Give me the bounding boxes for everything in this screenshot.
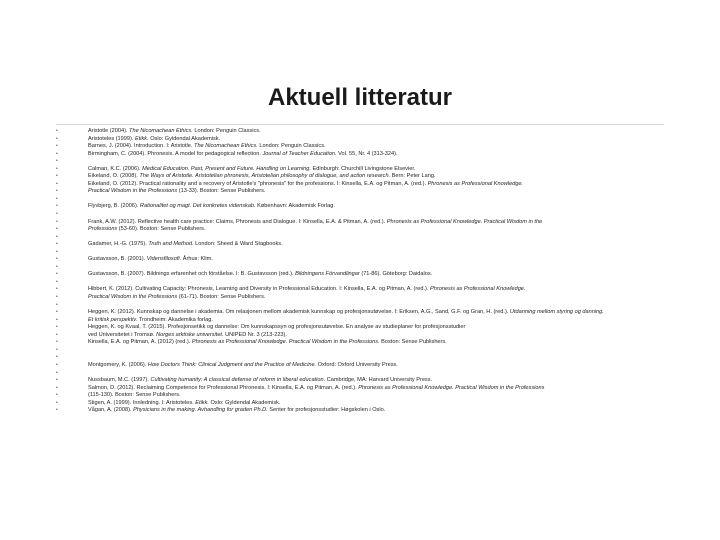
reference-text: Hibbert, K. (2012). Cultivating Capacity: Phronesis, Learning and Diversity in Professional Education. I: Kinsella, E.A. og Pitman, A. (red.).	[88, 286, 431, 293]
reference-title: The Nicomachean Ethics.	[194, 143, 258, 150]
reference-item	[52, 309, 692, 317]
reference-text: Gustavsson, B. (2007). Bildnings erfarenhet och förståelse. I: B. Gustavsson (red.).	[88, 271, 296, 278]
reference-item	[52, 166, 692, 174]
reference-text: Salmon, D. (2012). Reclaiming Competence for Professional Phronesis. I: Kinsella, E.A. og Pitman, A. (red.).	[88, 384, 359, 391]
reference-item	[52, 256, 692, 264]
reference-text: Eikeland, O. (2012). Practical rationality and a recovery of Aristotle's "phronesis" for the professions. I: Kinsella, E.A. og Pitman, A. (red.).	[88, 180, 428, 187]
reference-list	[52, 128, 692, 415]
reference-item	[52, 181, 692, 189]
reference-text: Kinsella, E.A. og Pitman, A. (2012) (red.).	[88, 339, 192, 346]
reference-item	[52, 286, 692, 294]
reference-text: Edinburgh: Churchill Livingstone Elsevier.	[310, 165, 416, 172]
reference-text: London: Sheed & Ward Stagbooks.	[193, 241, 283, 248]
reference-item	[52, 385, 692, 393]
reference-text: Cambridge, MA: Harvard University Press.	[325, 377, 433, 384]
reference-text: UNIPED Nr. 3 (213-223).	[223, 331, 287, 338]
reference-title: Practical Wisdom in the Professions	[88, 188, 178, 195]
reference-item	[52, 151, 692, 159]
reference-item	[52, 339, 692, 347]
reference-title: The Ways of Aristotle. Aristotelian phronesis, Aristotelian philosophy of dialogue, and action research.	[139, 173, 391, 180]
reference-item	[52, 136, 692, 144]
blank-list-item	[52, 211, 692, 219]
reference-title: Etikk.	[134, 135, 149, 142]
reference-item	[52, 377, 692, 385]
blank-list-item	[52, 158, 692, 166]
reference-item	[52, 362, 692, 370]
reference-text: ved Universitetet i Tromsø.	[88, 331, 157, 338]
reference-item	[52, 203, 692, 211]
reference-text: Gadamer, H.-G. (1975).	[88, 241, 149, 248]
blank-list-item	[52, 279, 692, 287]
reference-text: Barnes, J. (2004). Introduction. I: Aristotle.	[88, 143, 195, 150]
reference-title: Practical Wisdom in the Professions	[88, 294, 178, 301]
reference-item	[52, 143, 692, 151]
reference-title: Vidensfilosofi.	[146, 256, 182, 263]
reference-item	[52, 294, 692, 302]
reference-item	[52, 173, 692, 181]
reference-text: Flyvbjerg, B. (2006).	[88, 203, 140, 210]
title-divider	[56, 124, 664, 125]
blank-list-item	[52, 354, 692, 362]
reference-item	[52, 241, 692, 249]
reference-text: Bern: Peter Lang.	[390, 173, 436, 180]
reference-text: Gustavsson, B. (2001).	[88, 256, 147, 263]
reference-item	[52, 226, 692, 234]
reference-text: Montgomery, K. (2006).	[88, 361, 148, 368]
reference-text: Aristotle (2004).	[88, 128, 130, 134]
reference-text: (61-71). Boston: Sense Publishers.	[177, 294, 266, 301]
reference-title: Physicians in the making. Avhandling for graden Ph.D.	[133, 407, 268, 414]
reference-text: Calman, K.C. (2006).	[88, 165, 143, 172]
reference-title: Truth and Method.	[148, 241, 194, 248]
blank-list-item	[52, 302, 692, 310]
reference-title: The Nicomachean Ethics.	[129, 128, 193, 134]
reference-title: How Doctors Think: Clinical Judgment and the Practice of Medicine.	[147, 361, 317, 368]
reference-text: Århus: Klim.	[181, 256, 213, 263]
reference-text: Trondheim: Akademika forlag.	[137, 316, 213, 323]
reference-title: Phronesis as Professional Knowledge. Practical Wisdom in the Professions	[358, 384, 545, 391]
reference-item	[52, 317, 692, 325]
blank-list-item	[52, 347, 692, 355]
reference-title: Rationalitet og magt. Det konkretes videnskab.	[139, 203, 256, 210]
reference-item	[52, 128, 692, 136]
reference-text: Senter for profesjonsstudier: Høgskolen i Oslo.	[267, 407, 386, 414]
reference-text: Oslo: Gyldendal Akademisk.	[208, 399, 281, 406]
reference-text: London: Penguin Classics.	[192, 128, 261, 134]
reference-item	[52, 324, 692, 332]
reference-text: Heggen, K. (2012). Kunnskap og dannelse i akademia. Om relasjonen mellom akademisk kunnskap og profesjonsutøvelse. I: Eriksen, A.G., Sand, G.F. og Gran, H. (red.).	[88, 309, 510, 316]
reference-title: Journal of Teacher Education.	[262, 150, 337, 157]
reference-text: (13-33). Boston: Sense Publishers.	[177, 188, 266, 195]
reference-title: Phronesis as Professional Knowledge. Practical Wisdom in the	[386, 218, 543, 225]
reference-text: Vol. 55, Nr. 4 (313-324).	[336, 150, 398, 157]
reference-text: Heggen, K. og Kvaal, T. (2015). Profesjonsetikk og dannelse: Om kunnskapssyn og profesjonsutøvelse. En analyse av studieplaner for profesjonsstudier	[88, 324, 466, 331]
reference-title: Phronesis as Professional Knowledge.	[427, 180, 524, 187]
reference-text: (71-86). Göteborg: Daidalos.	[359, 271, 433, 278]
reference-text: Aristoteles (1999).	[88, 135, 135, 142]
reference-text: Oxford: Oxford University Press.	[316, 361, 398, 368]
reference-title: Cultivating humanity: A classical defense of reform in liberal education.	[150, 377, 326, 384]
reference-title: Norges arktiske universitet.	[156, 331, 224, 338]
reference-text: Vågan, A. (2008).	[88, 407, 134, 414]
reference-text: Boston: Sense Publishers.	[379, 339, 447, 346]
reference-title: Professions	[88, 226, 118, 233]
reference-text: Frank, A.W. (2012). Reflective health care practice: Claims, Phronesis and Dialogue. I: Kinsella, E.A. & Pitman, A. (red.).	[88, 218, 387, 225]
reference-text: Nussbaum, M.C. (1997).	[88, 377, 151, 384]
reference-item	[52, 392, 692, 400]
reference-text: København: Akademisk Forlag.	[255, 203, 335, 210]
reference-title: Phronesis as Professional Knowledge. Practical Wisdom in the Professions.	[191, 339, 380, 346]
reference-title: Bildningens Förvandlingar	[295, 271, 360, 278]
reference-title: Et kritisk perspektiv.	[88, 316, 138, 323]
reference-text: Birmingham, C. (2004). Phronesis. A model for pedagogical reflection.	[88, 150, 263, 157]
blank-list-item	[52, 234, 692, 242]
blank-list-item	[52, 196, 692, 204]
reference-title: Utdanning mellom styring og danning.	[509, 309, 604, 316]
reference-text: Stigen, A. (1999). Innledning. I: Aristoteles.	[88, 399, 196, 406]
slide-title: Aktuell litteratur	[267, 84, 453, 111]
reference-title: Phronesis as Professional Knowledge.	[430, 286, 526, 293]
reference-item	[52, 219, 692, 227]
reference-text: (53-60). Boston: Sense Publishers.	[117, 226, 206, 233]
reference-text: London: Penguin Classics.	[257, 143, 326, 150]
reference-text: (115-130). Boston: Sense Publishers.	[88, 392, 181, 399]
reference-item	[52, 407, 692, 415]
reference-item	[52, 332, 692, 340]
reference-title: Medical Education. Past, Present and Future. Handling on Learning.	[142, 165, 311, 172]
reference-item	[52, 188, 692, 196]
blank-list-item	[52, 370, 692, 378]
reference-title: Etikk.	[195, 399, 209, 406]
reference-text: Oslo: Gyldendal Akademisk.	[148, 135, 221, 142]
reference-text: Eikeland, O. (2008).	[88, 173, 140, 180]
reference-item	[52, 271, 692, 279]
